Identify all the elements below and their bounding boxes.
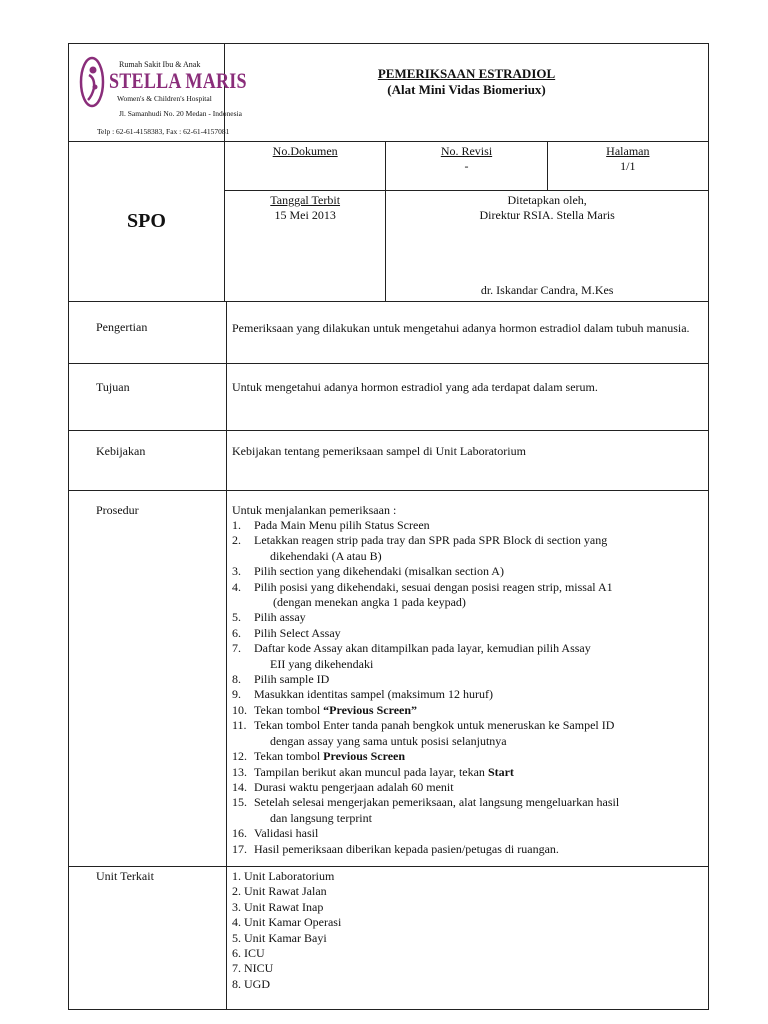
page-cell <box>547 142 708 191</box>
page-value: 1/1 <box>620 159 636 173</box>
procedure-step <box>232 626 700 641</box>
step-text-main: Validasi hasil <box>254 826 319 841</box>
hospital-logo <box>79 52 247 137</box>
procedure-step <box>232 564 700 579</box>
pengertian-label: Pengertian <box>69 302 227 364</box>
tujuan-text: Untuk mengetahui adanya hormon estradiol yang ada terdapat dalam serum. <box>227 364 709 431</box>
tujuan-label: Tujuan <box>69 364 227 431</box>
step-text <box>254 580 700 611</box>
step-text-main: Pilih assay <box>254 610 306 625</box>
spo-label: SPO <box>69 142 225 302</box>
step-number: 15. <box>232 795 247 810</box>
logo-phone: Telp : 62-61-4158383, Fax : 62-61-4157081 <box>97 127 230 136</box>
step-text <box>254 718 700 749</box>
unit-terkait-label: Unit Terkait <box>69 867 227 1010</box>
procedure-step <box>232 749 700 764</box>
step-number: 9. <box>232 687 241 702</box>
step-number: 8. <box>232 672 241 687</box>
unit-item: 6. ICU <box>232 946 265 961</box>
step-number: 1. <box>232 518 241 532</box>
procedure-step <box>232 765 700 780</box>
step-text <box>254 564 700 579</box>
step-text <box>254 626 700 641</box>
row-unit-terkait <box>69 867 709 1010</box>
procedure-step <box>232 533 700 564</box>
procedure-step <box>232 795 700 826</box>
step-text-main: Masukkan identitas sampel (maksimum 12 huruf) <box>254 687 493 702</box>
step-text <box>254 795 700 826</box>
logo-small-text: Rumah Sakit Ibu & Anak <box>119 60 201 69</box>
approved-by: Direktur RSIA. Stella Maris <box>479 208 615 222</box>
step-text-main: Tekan tombol <box>254 702 324 717</box>
prosedur-label: Prosedur <box>69 491 227 867</box>
row-tujuan <box>69 364 709 431</box>
step-text-main: Hasil pemeriksaan diberikan kepada pasien/petugas di ruangan. <box>254 841 559 856</box>
step-text-main: Tekan tombol <box>254 749 324 764</box>
step-text-main: Durasi waktu pengerjaan adalah 60 menit <box>254 779 454 794</box>
unit-item: 1. Unit Laboratorium <box>232 869 335 883</box>
step-text <box>254 641 700 672</box>
step-text-continued: dengan assay yang sama untuk posisi selanjutnya <box>270 733 507 748</box>
revision-value: - <box>464 159 469 173</box>
step-number: 5. <box>232 610 241 625</box>
unit-item: 8. UGD <box>232 976 270 991</box>
unit-item: 3. Unit Rawat Inap <box>232 899 324 914</box>
step-number: 16. <box>232 826 247 841</box>
unit-item: 7. NICU <box>232 961 274 976</box>
step-text <box>254 749 700 764</box>
revision-cell <box>386 142 547 191</box>
title-cell <box>225 44 709 142</box>
step-text-main: Tampilan berikut akan muncul pada layar, tekan <box>254 764 488 779</box>
revision-label: No. Revisi <box>440 144 493 158</box>
step-text-bold: Start <box>487 764 514 779</box>
procedure-step <box>232 687 700 702</box>
step-text <box>254 687 700 702</box>
procedure-step <box>232 718 700 749</box>
approval-cell <box>386 191 709 302</box>
step-number: 13. <box>232 764 247 779</box>
pengertian-text: Pemeriksaan yang dilakukan untuk mengetahui adanya hormon estradiol dalam tubuh manusia. <box>227 302 709 364</box>
step-text-main: Pilih Select Assay <box>254 625 341 640</box>
unit-item: 5. Unit Kamar Bayi <box>232 930 327 945</box>
step-text-main: Letakkan reagen strip pada tray dan SPR pada SPR Block di section yang <box>254 533 608 548</box>
procedure-table <box>68 301 709 1010</box>
step-text <box>254 518 700 533</box>
page-label: Halaman <box>606 144 650 158</box>
doc-number-cell <box>225 142 386 191</box>
procedure-step <box>232 780 700 795</box>
step-text <box>254 703 700 718</box>
kebijakan-label: Kebijakan <box>69 431 227 491</box>
step-number: 3. <box>232 564 241 579</box>
step-text <box>254 610 700 625</box>
unit-item: 2. Unit Rawat Jalan <box>232 884 327 899</box>
step-text-main: Daftar kode Assay akan ditampilkan pada layar, kemudian pilih Assay <box>254 641 591 656</box>
step-number: 6. <box>232 625 241 640</box>
procedure-step <box>232 518 700 533</box>
row-pengertian <box>69 302 709 364</box>
document-header <box>68 43 709 302</box>
approved-label: Ditetapkan oleh, <box>507 193 587 207</box>
step-number: 17. <box>232 841 247 856</box>
logo-subtitle: Women's & Children's Hospital <box>117 94 212 103</box>
procedure-step <box>232 641 700 672</box>
document-subtitle: (Alat Mini Vidas Biomeriux) <box>387 82 546 97</box>
step-text <box>254 842 700 857</box>
step-text-continued: EII yang dikehendaki <box>270 656 374 671</box>
step-text-bold: “Previous Screen” <box>323 702 418 717</box>
step-text <box>254 826 700 841</box>
step-number: 2. <box>232 533 241 548</box>
procedure-step <box>232 580 700 611</box>
step-text-continued: dikehendaki (A atau B) <box>270 548 382 563</box>
step-number: 7. <box>232 641 241 656</box>
procedure-step <box>232 826 700 841</box>
step-text <box>254 765 700 780</box>
step-text-main: Pilih section yang dikehendaki (misalkan section A) <box>254 564 504 579</box>
step-text <box>254 533 700 564</box>
step-number: 12. <box>232 749 247 764</box>
document-title: PEMERIKSAAN ESTRADIOL <box>377 66 556 81</box>
step-number: 11. <box>232 718 247 733</box>
prosedur-content <box>227 491 709 867</box>
step-text-main: Pilih sample ID <box>254 672 330 687</box>
step-number: 10. <box>232 702 247 717</box>
unit-terkait-content <box>227 867 709 1010</box>
unit-list <box>232 869 700 992</box>
issue-date-label: Tanggal Terbit <box>270 193 341 207</box>
step-text-bold: Previous Screen <box>323 749 406 764</box>
unit-item: 4. Unit Kamar Operasi <box>232 915 342 930</box>
issue-date-value: 15 Mei 2013 <box>274 208 336 222</box>
logo-address: Jl. Samanhudi No. 20 Medan - Indonesia <box>119 109 242 118</box>
row-kebijakan <box>69 431 709 491</box>
step-text-main: Pilih posisi yang dikehendaki, sesuai dengan posisi reagen strip, missal A1 <box>254 579 613 594</box>
signatory-name: dr. Iskandar Candra, M.Kes <box>480 283 614 297</box>
logo-cell <box>69 44 247 142</box>
doc-number-label: No.Dokumen <box>272 144 338 158</box>
procedure-step <box>232 672 700 687</box>
procedure-step <box>232 703 700 718</box>
procedure-step <box>232 610 700 625</box>
step-number: 14. <box>232 779 247 794</box>
step-text-continued: (dengan menekan angka 1 pada keypad) <box>270 595 466 610</box>
step-number: 4. <box>232 579 241 594</box>
prosedur-intro: Untuk menjalankan pemeriksaan : <box>232 503 397 517</box>
step-text-continued: dan langsung terprint <box>270 810 372 825</box>
step-text <box>254 780 700 795</box>
procedure-step <box>232 842 700 857</box>
step-text-main: Pada Main Menu pilih Status Screen <box>254 518 430 532</box>
issue-date-cell <box>225 191 386 302</box>
step-text-main: Setelah selesai mengerjakan pemeriksaan, alat langsung mengeluarkan hasil <box>254 795 620 810</box>
step-text-main: Tekan tombol Enter tanda panah bengkok untuk meneruskan ke Sampel ID <box>254 718 615 733</box>
kebijakan-text: Kebijakan tentang pemeriksaan sampel di Unit Laboratorium <box>227 431 709 491</box>
step-text <box>254 672 700 687</box>
prosedur-steps <box>232 518 700 857</box>
logo-name: STELLA MARIS <box>109 68 247 93</box>
mother-child-icon <box>79 56 105 108</box>
row-prosedur <box>69 491 709 867</box>
